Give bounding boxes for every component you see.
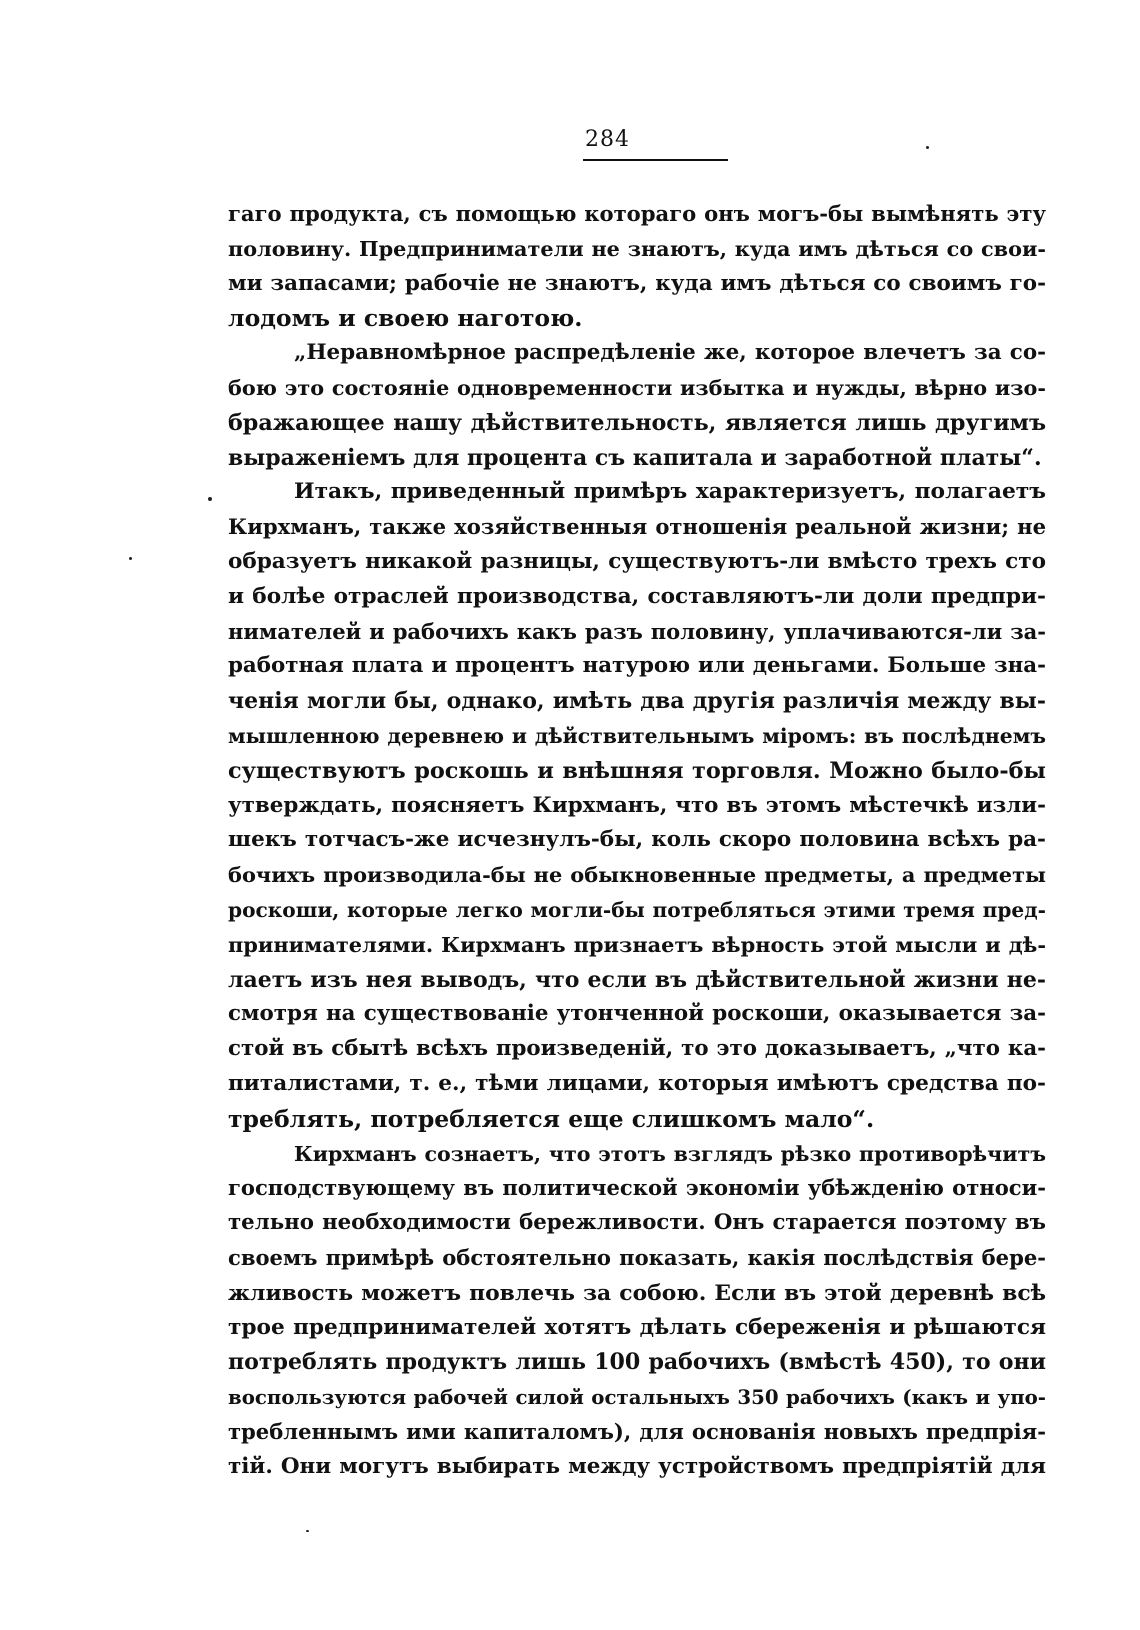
text-line: тельно необходимости бережливости. Онъ старается поэтому въ	[228, 1210, 1046, 1236]
text-line: лодомъ и своею наготою.	[228, 304, 583, 333]
text-line: потреблять продуктъ лишь 100 рабочихъ (вмѣстѣ 450), то они	[228, 1349, 1046, 1376]
page-number: 284	[585, 127, 630, 152]
text-line: шекъ тотчасъ-же исчезнулъ-бы, коль скоро половина всѣхъ ра-	[228, 827, 1046, 853]
text-line: жливость можетъ повлечь за собою. Если въ этой деревнѣ всѣ	[228, 1279, 1046, 1306]
scan-speck	[129, 557, 132, 560]
text-line: и болѣе отраслей производства, составляютъ-ли доли предпри-	[228, 583, 1046, 609]
text-line: господствующему въ политической экономіи убѣжденію относи-	[228, 1175, 1046, 1201]
text-line: ми запасами; рабочіе не знаютъ, куда имъ дѣться со своимъ го-	[228, 270, 1046, 296]
text-line: питалистами, т. е., тѣми лицами, которыя имѣютъ средства по-	[228, 1070, 1046, 1096]
text-line: существуютъ роскошь и внѣшняя торговля. Можно было-бы	[228, 757, 1046, 784]
scan-speck	[926, 146, 929, 149]
text-line: половину. Предприниматели не знаютъ, куда имъ дѣться со свои-	[228, 235, 1046, 261]
text-line: роскоши, которые легко могли-бы потребляться этими тремя пред-	[228, 897, 1046, 922]
scan-speck	[208, 497, 212, 501]
text-line: бражающее нашу дѣйствительность, является лишь другимъ	[228, 409, 1046, 436]
scan-speck	[306, 1530, 309, 1532]
text-line: требленнымъ ими капиталомъ), для основанія новыхъ предпрія-	[228, 1418, 1046, 1444]
text-line: своемъ примѣрѣ обстоятельно показать, какія послѣдствія бере-	[228, 1244, 1046, 1270]
text-line: Кирхманъ сознаетъ, что этотъ взглядъ рѣзко противорѣчитъ	[294, 1141, 1046, 1166]
text-line: смотря на существованіе утонченной роскоши, оказывается за-	[228, 1001, 1046, 1027]
text-line: образуетъ никакой разницы, существуютъ-ли вмѣсто трехъ сто	[228, 548, 1046, 574]
text-line: нимателей и рабочихъ какъ разъ половину, уплачиваются-ли за-	[228, 618, 1046, 644]
page-number-rule	[583, 159, 728, 161]
text-line: мышленною деревнею и дѣйствительнымъ міромъ: въ послѣднемъ	[228, 723, 1046, 748]
text-line: тій. Они могутъ выбирать между устройствомъ предпріятій для	[228, 1453, 1046, 1479]
text-line: треблять, потребляется еще слишкомъ мало“.	[228, 1104, 875, 1133]
text-line: утверждать, поясняетъ Кирхманъ, что въ этомъ мѣстечкѣ изли-	[228, 792, 1046, 818]
text-line: воспользуются рабочей силой остальныхъ 350 рабочихъ (какъ и упо-	[228, 1385, 1046, 1410]
text-line: стой въ сбытѣ всѣхъ произведеній, то это доказываетъ, „что ка-	[228, 1036, 1046, 1062]
text-line: ченія могли бы, однако, имѣть два другія различія между вы-	[228, 688, 1046, 715]
text-line: выраженіемъ для процента съ капитала и заработной платы“.	[228, 444, 1042, 471]
text-line: Кирхманъ, также хозяйственныя отношенія реальной жизни; не	[228, 514, 1046, 540]
text-line: трое предпринимателей хотятъ дѣлать сбереженія и рѣшаются	[228, 1314, 1046, 1340]
text-line: „Неравномѣрное распредѣленіе же, которое влечетъ за со-	[294, 340, 1046, 366]
text-line: работная плата и процентъ натурою или деньгами. Больше зна-	[228, 653, 1046, 679]
text-line: лаетъ изъ нея выводъ, что если въ дѣйствительной жизни не-	[228, 966, 1046, 993]
body-text	[228, 197, 1046, 1484]
text-line: принимателями. Кирхманъ признаетъ вѣрность этой мысли и дѣ-	[228, 931, 1046, 957]
text-line: гаго продукта, съ помощью котораго онъ могъ-бы вымѣнять эту	[228, 201, 1046, 226]
text-line: Итакъ, приведенный примѣръ характеризуетъ, полагаетъ	[294, 479, 1046, 505]
text-line: бочихъ производила-бы не обыкновенные предметы, а предметы	[228, 862, 1046, 888]
text-line: бою это состояніе одновременности избытка и нужды, вѣрно изо-	[228, 375, 1046, 400]
